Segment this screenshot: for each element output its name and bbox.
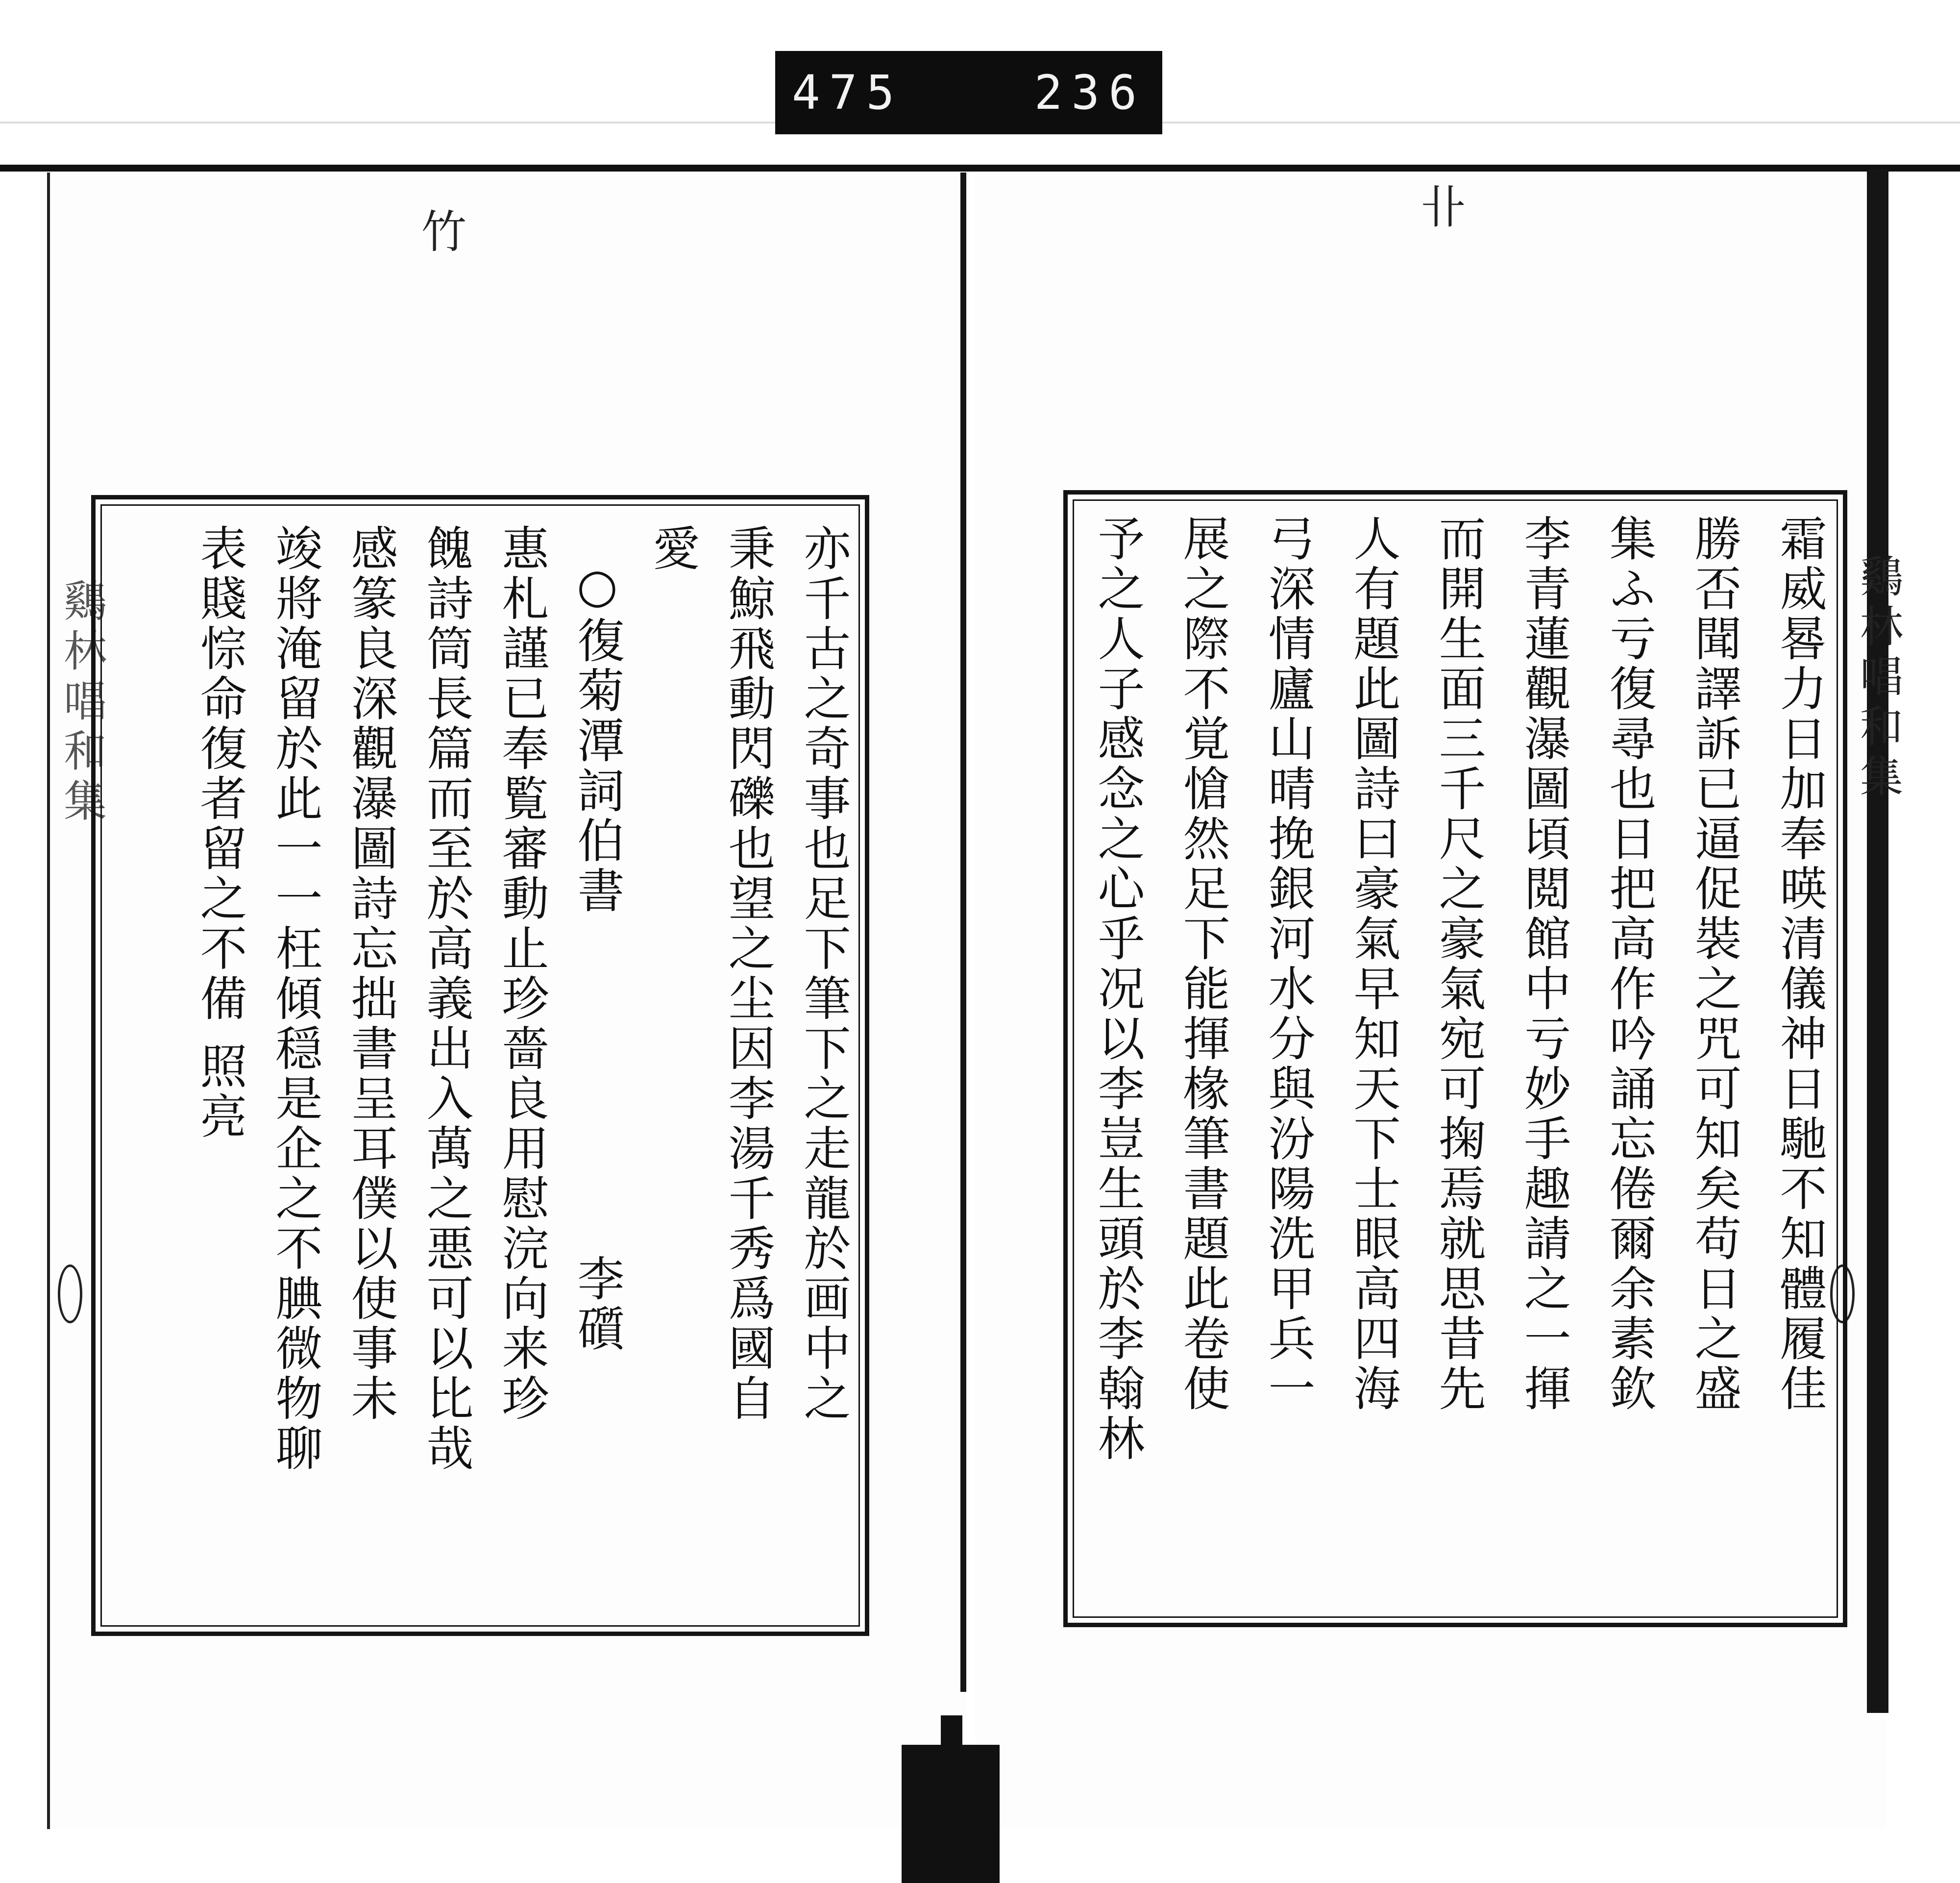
right-column-1: 霜威晷力日加奉暎清儀神日馳不知體履佳 bbox=[1772, 514, 1827, 1414]
right-page-edge bbox=[1867, 169, 1888, 1713]
left-text-frame bbox=[91, 495, 869, 1636]
left-column-7: 餽詩筒長篇而至於高義出入萬之悪可以比哉 bbox=[419, 524, 474, 1474]
right-column-7: 弓深情廬山晴挽銀河水分與汾陽洗甲兵一 bbox=[1261, 514, 1316, 1414]
right-column-2: 勝否聞譯訴已逼促裝之咒可知矣苟日之盛 bbox=[1687, 514, 1742, 1414]
right-column-9: 予之人子感念之心乎况以李豈生頭於李翰林 bbox=[1090, 514, 1145, 1464]
right-column-3: 集ふ亏復尋也日把高作吟誦忘倦爾余素欽 bbox=[1602, 514, 1657, 1414]
left-column-8: 感篆良深觀瀑圖詩忘拙書呈耳僕以使事未 bbox=[343, 524, 398, 1424]
frame-number-right: 236 bbox=[1034, 65, 1146, 120]
microfilm-frame-label bbox=[775, 51, 1162, 134]
right-text-frame bbox=[1063, 490, 1847, 1627]
left-column-10: 表賤悰命復者留之不備 照亮 bbox=[193, 524, 247, 1142]
left-column-6: 惠札謹已奉覧審動止珍嗇良用慰浣向来珍 bbox=[494, 524, 549, 1424]
left-column-2: 秉鯨飛動閃礫也望之尘因李湯千秀爲國自 bbox=[721, 524, 776, 1424]
book-gutter bbox=[960, 173, 966, 1692]
letter-author: 李礩 bbox=[570, 1254, 625, 1354]
left-column-9: 竣將淹留於此一一枉傾穏是企之不腆微物聊 bbox=[268, 524, 323, 1474]
right-page-margin-mark: 卝 bbox=[1421, 181, 1467, 234]
left-page-margin-mark: 竹 bbox=[421, 206, 467, 258]
left-binding-hole bbox=[58, 1264, 82, 1323]
right-page-side-title: 鷄林唱和集 bbox=[1853, 554, 1904, 804]
right-column-8: 展之際不覚愴然足下能揮椽筆書題此卷使 bbox=[1176, 514, 1230, 1414]
letter-heading: ○復菊潭詞伯書 bbox=[570, 558, 625, 916]
left-column-1: 亦千古之奇事也足下筆下之走龍於画中之 bbox=[796, 524, 851, 1424]
spine-clamp bbox=[902, 1745, 1000, 1883]
left-column-3: 愛 bbox=[645, 524, 700, 574]
left-page-side-title: 鷄林唱和集 bbox=[57, 578, 107, 828]
right-column-4: 李青蓮觀瀑圖頃閲館中亏妙手趣請之一揮 bbox=[1517, 514, 1571, 1414]
frame-number-left: 475 bbox=[792, 65, 904, 120]
book-top-edge bbox=[0, 165, 1960, 172]
right-column-5: 而開生面三千尺之豪氣宛可掬焉就思昔先 bbox=[1431, 514, 1486, 1414]
right-column-6: 人有題此圖詩曰豪氣早知天下士眼高四海 bbox=[1346, 514, 1401, 1414]
